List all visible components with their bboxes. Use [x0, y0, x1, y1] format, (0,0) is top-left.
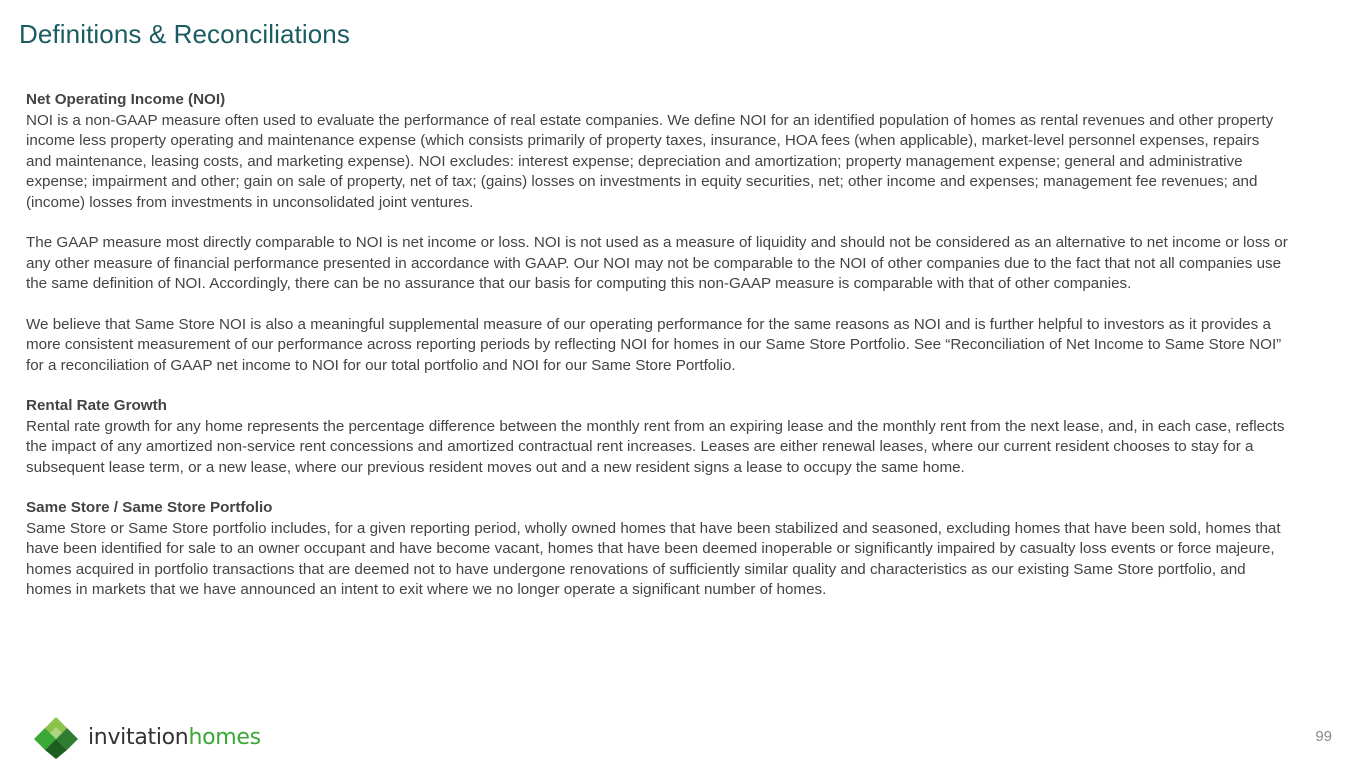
section-noi	[26, 90, 1288, 376]
section-heading: Same Store / Same Store Portfolio	[26, 499, 273, 516]
section-rental-rate-growth	[26, 396, 1288, 478]
section-heading: Rental Rate Growth	[26, 397, 167, 414]
section-heading: Net Operating Income (NOI)	[26, 91, 226, 108]
logo-mark-icon	[34, 717, 78, 759]
document-body	[26, 90, 1288, 621]
company-logo	[34, 717, 261, 759]
section-same-store	[26, 498, 1288, 601]
section-paragraph: Rental rate growth for any home represents the percentage difference between the monthly rent from an expiring lease and the monthly rent from the next lease, and, in each case, reflects the impact of any amortized non-service rent concessions and amortized contractual rent increases. Leases are either renewal leases, where our current resident chooses to stay for a subsequent lease term, or a new lease, where our previous resident moves out and a new resident signs a lease to occupy the same home.	[26, 417, 1285, 476]
logo-wordmark	[88, 727, 261, 749]
section-paragraph: We believe that Same Store NOI is also a meaningful supplemental measure of our operating performance for the same reasons as NOI and is further helpful to investors as it provides a more consistent measurement of our performance across reporting periods by reflecting NOI for homes in our Same Store Portfolio. See “Reconciliation of Net Income to Same Store NOI” for a reconciliation of GAAP net income to NOI for our total portfolio and NOI for our Same Store Portfolio.	[26, 315, 1282, 374]
page-number: 99	[1315, 728, 1332, 745]
logo-word-invitation: invitation	[88, 725, 189, 750]
section-paragraph: Same Store or Same Store portfolio includes, for a given reporting period, wholly owned homes that have been stabilized and seasoned, excluding homes that have been sold, homes that have been identified for sale to an owner occupant and have become vacant, homes that have been deemed inoperable or significantly impaired by casualty loss events or force majeure, homes acquired in portfolio transactions that are deemed not to have undergone renovations of sufficiently similar quality and characteristics as our existing Same Store portfolio, and homes in markets that we have announced an intent to exit where we no longer operate a significant number of homes.	[26, 519, 1281, 598]
section-paragraph: NOI is a non-GAAP measure often used to evaluate the performance of real estate companies. We define NOI for an identified population of homes as rental revenues and other property income less property operating and maintenance expense (which consists primarily of property taxes, insurance, HOA fees (when applicable), market-level personnel expenses, repairs and maintenance, leasing costs, and marketing expense). NOI excludes: interest expense; depreciation and amortization; property management expense; general and administrative expense; impairment and other; gain on sale of property, net of tax; (gains) losses on investments in equity securities, net; other income and expenses; management fee revenues; and (income) losses from investments in unconsolidated joint ventures.	[26, 111, 1274, 211]
section-paragraph: The GAAP measure most directly comparable to NOI is net income or loss. NOI is not used as a measure of liquidity and should not be considered as an alternative to net income or loss or any other measure of financial performance presented in accordance with GAAP. Our NOI may not be comparable to the NOI of other companies due to the fact that not all companies use the same definition of NOI. Accordingly, there can be no assurance that our basis for computing this non-GAAP measure is comparable with that of other companies.	[26, 234, 1288, 292]
page-title: Definitions & Reconciliations	[19, 19, 350, 49]
logo-word-homes: homes	[188, 725, 261, 750]
